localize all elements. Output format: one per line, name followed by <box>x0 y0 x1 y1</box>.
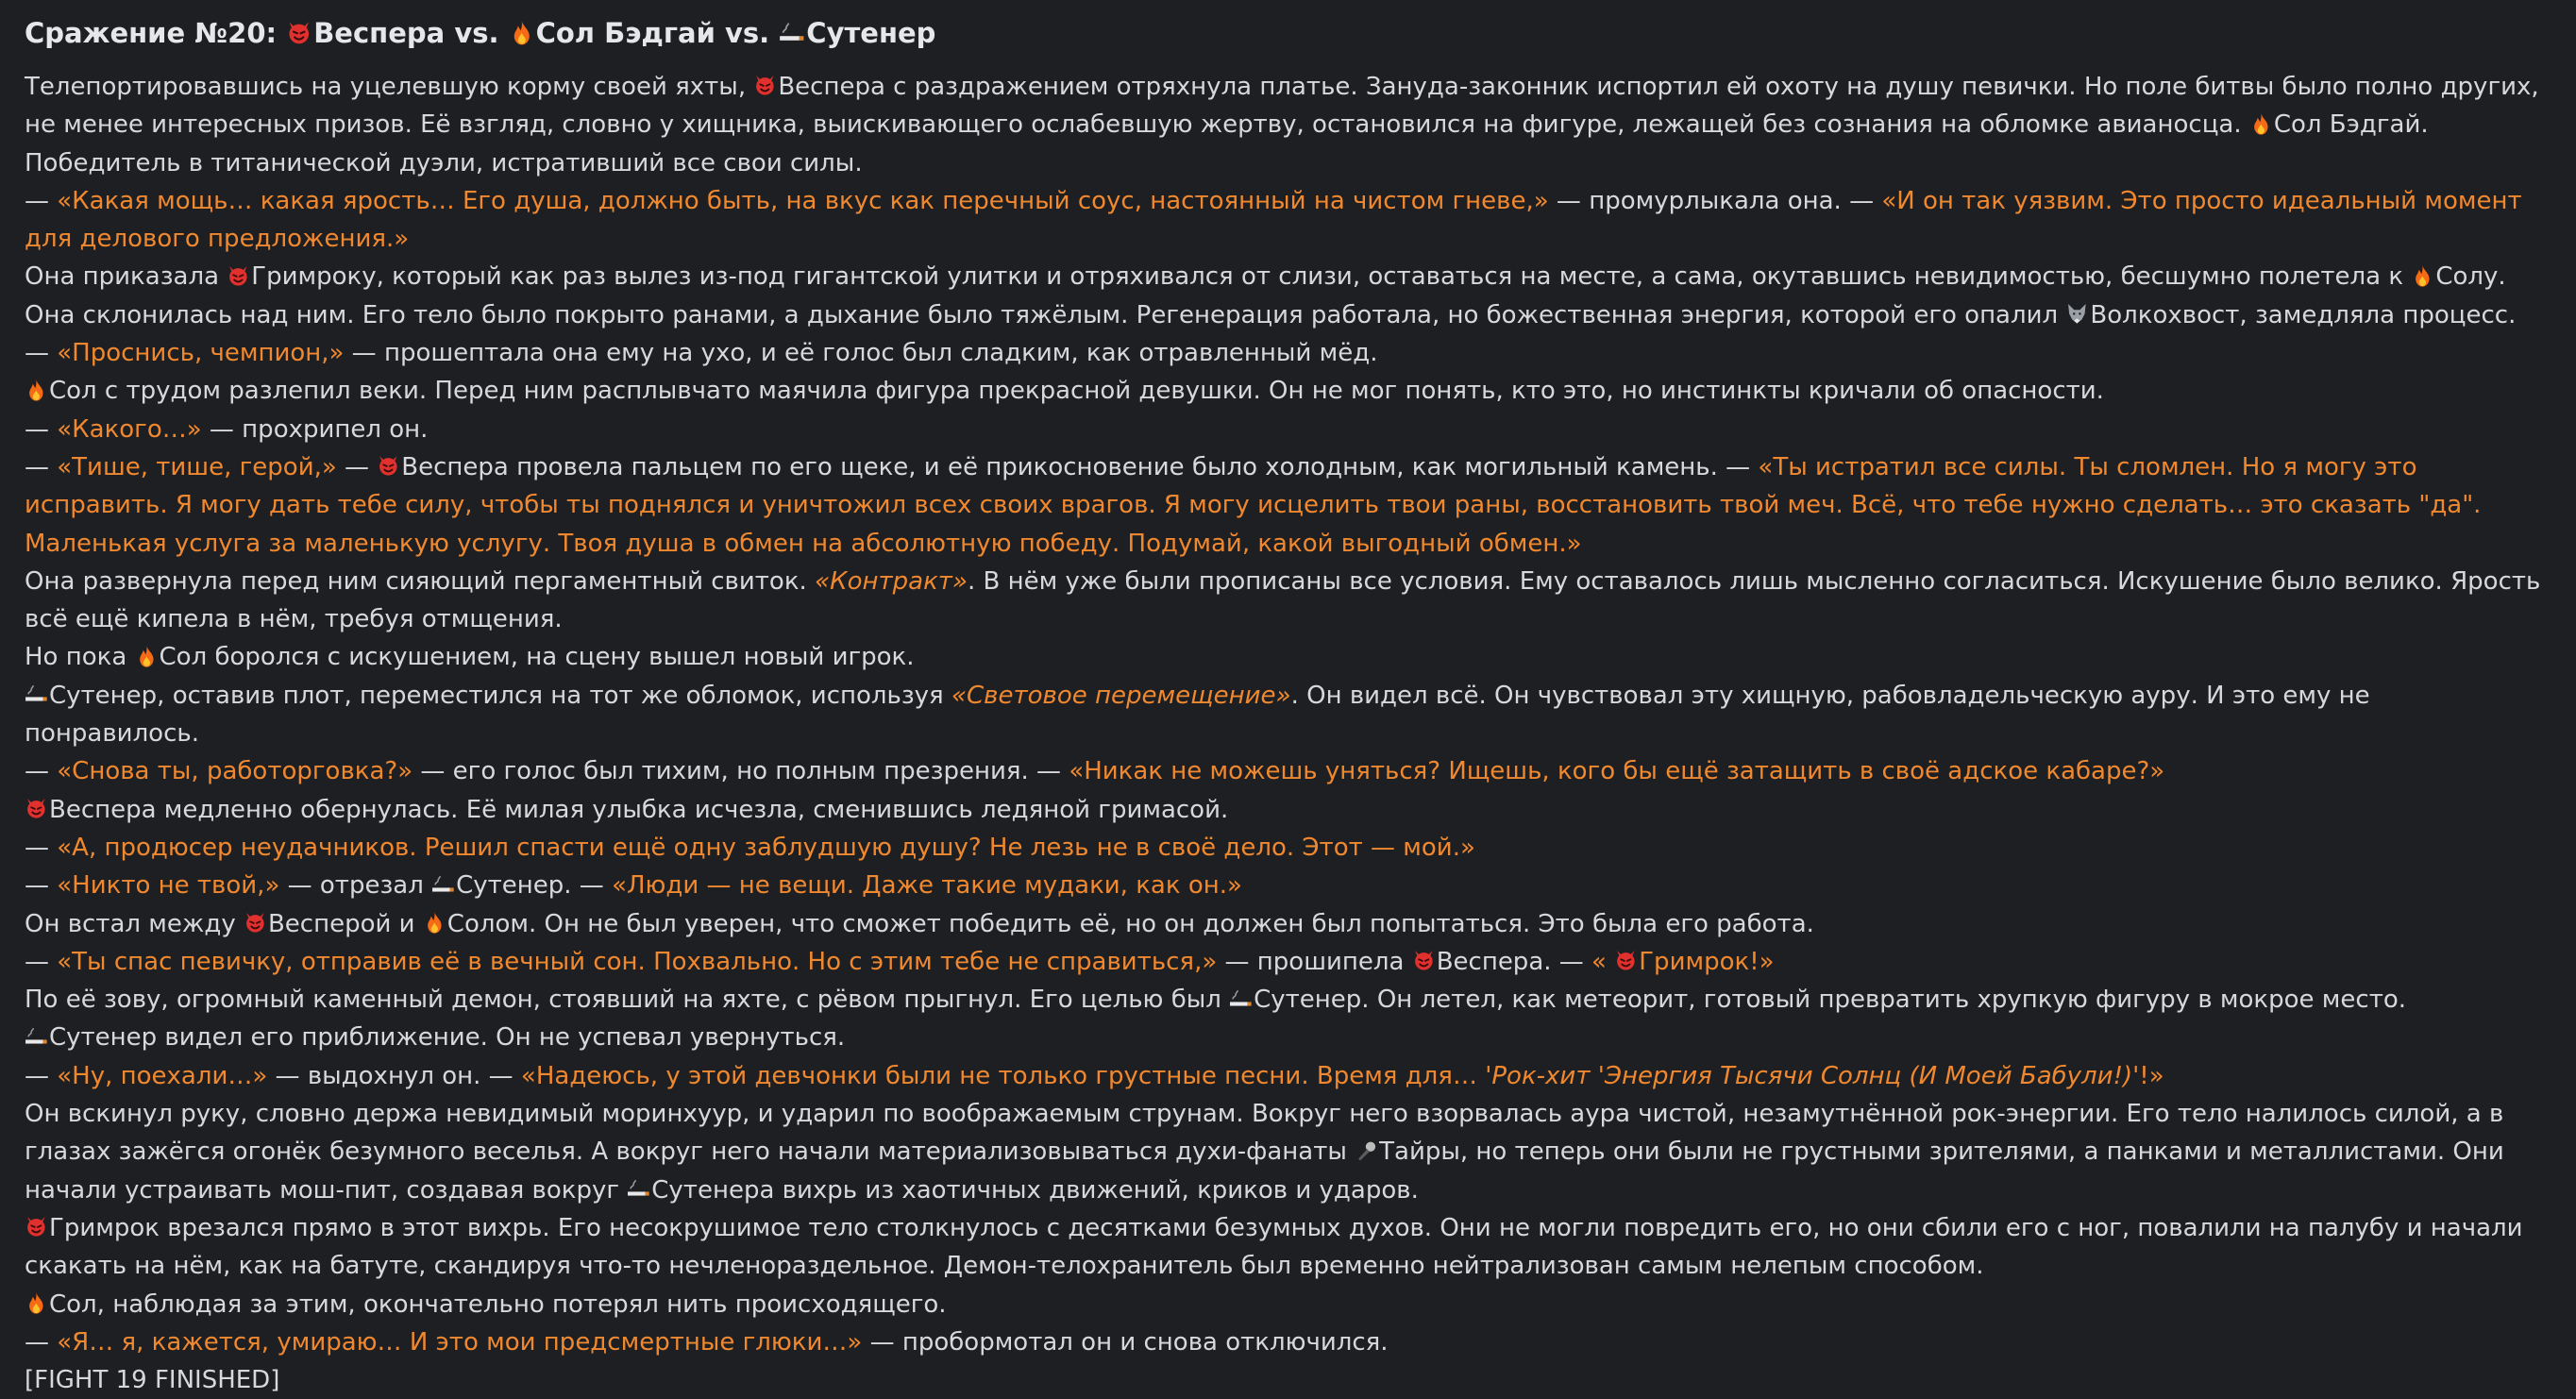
quote-text: «Тише, тише, герой,» <box>57 452 337 481</box>
narration-text: Сутенер. Он летел, как метеорит, готовый превратить хрупкую фигуру в мокрое место. <box>1254 986 2407 1015</box>
smoking-icon <box>627 1171 650 1209</box>
quote-text: « <box>1591 947 1615 976</box>
story-line <box>25 677 2551 753</box>
narration-text: Гримрок врезался прямо в этот вихрь. Его несокрушимое тело столкнулось с десятками безумных духов. Они не могли повредить его, но они сбили его с ног, повалили на палубу и начали скакать на нём, как на батуте, скандируя что-то нечленораздельное. Демон-телохранитель был временно нейтрализован самым нелепым способом. <box>25 1213 2523 1281</box>
narration-text: Сол с трудом разлепил веки. Перед ним расплывчато маячила фигура прекрасной девушки. Он не мог понять, кто это, но инстинкты кричали об опасности. <box>48 377 2104 406</box>
smoking-icon <box>25 1019 48 1056</box>
narration-text: — прошипела <box>1217 947 1412 976</box>
story-line <box>25 182 2551 259</box>
story-line <box>25 829 2551 867</box>
narration-text: Сол боролся с искушением, на сцену вышел новый игрок. <box>159 643 915 672</box>
narration-text: — выдохнул он. — <box>267 1061 521 1090</box>
story-line <box>25 905 2551 943</box>
quote-text: «Контракт» <box>815 566 968 596</box>
narration-text: Веспера с раздражением отряхнула платье. Зануда-законник испортил ей охоту на душу певички. Но поле битвы было полно других, не менее интересных призов. Её взгляд, словно у хищника, выискивающего ослабевшую жертву, остановился на фигуре, лежащей без сознания на обломке авианосца. <box>25 73 2539 140</box>
narration-text: — <box>25 452 58 481</box>
narration-text: Сол, наблюдая за этим, окончательно потерял нить происходящего. <box>48 1289 947 1319</box>
narration-text: — <box>25 1327 58 1357</box>
narration-text: — прошептала она ему на ухо, и её голос был сладким, как отравленный мёд. <box>344 339 1378 368</box>
fire-icon <box>25 372 48 410</box>
title-vs-2: vs. <box>725 17 770 49</box>
title-label: Сражение №20: <box>25 17 278 49</box>
narration-text: — <box>25 339 58 368</box>
quote-text: «Надеюсь, у этой девчонки были не только грустные песни. Время для… <box>520 1061 1486 1090</box>
smoking-icon <box>25 677 48 715</box>
narration-text: Веспера медленно обернулась. Её милая улыбка исчезла, сменившись ледяной гримасой. <box>48 795 1229 824</box>
title-fighter-sol: Сол Бэдгай <box>535 17 716 49</box>
story-line <box>25 1019 2551 1056</box>
story-line <box>25 943 2551 981</box>
quote-text: «Снова ты, работорговка?» <box>57 757 413 786</box>
narration-text: Сутенер. — <box>456 871 613 901</box>
fire-icon <box>509 13 535 53</box>
story-line <box>25 1057 2551 1095</box>
narration-text: Гримроку, который как раз вылез из-под гигантской улитки и отряхивался от слизи, оставаться на месте, а сама, окутавшись невидимостью, бесшумно полетела к <box>251 262 2412 292</box>
story-line <box>25 334 2551 372</box>
narration-text: Весперой и <box>267 909 423 938</box>
devil-face-icon <box>227 258 250 295</box>
narration-text: Тайры, но теперь они были не грустными зрителями, а панками и металлистами. Они начали устраивать мош-пит, создавая вокруг <box>25 1138 2504 1205</box>
story-line <box>25 981 2551 1019</box>
devil-face-icon <box>25 1209 48 1247</box>
narration-text: Сутенер видел его приближение. Он не успевал увернуться. <box>48 1023 846 1053</box>
story-line <box>25 752 2551 790</box>
devil-face-icon <box>25 791 48 829</box>
story-line <box>25 1286 2551 1323</box>
quote-text: 'Рок-хит 'Энергия Тысячи Солнц (И Моей Бабули!)' <box>1485 1061 2140 1090</box>
narration-text: Она развернула перед ним сияющий пергаментный свиток. <box>25 566 816 596</box>
quote-text: «Ты истратил все силы. Ты сломлен. Но я могу это исправить. Я могу дать тебе силу, чтобы ты поднялся и уничтожил всех своих врагов. Я могу исцелить твои раны, восстановить твой меч. Всё, что тебе нужно сделать… это сказать "да". Маленькая услуга за маленькую услугу. Твоя душа в обмен на абсолютную победу. Подумай, какой выгодный обмен.» <box>25 452 2482 558</box>
narration-text: Сутенер, оставив плот, переместился на тот же обломок, используя <box>48 681 951 710</box>
story-line <box>25 638 2551 676</box>
story-line <box>25 1361 2551 1399</box>
story-line <box>25 1209 2551 1286</box>
title-fighter-sutener: Сутенер <box>806 17 936 49</box>
fire-icon <box>25 1286 48 1323</box>
narration-text: — промурлыкала она. — <box>1548 186 1882 215</box>
story-line <box>25 867 2551 904</box>
quote-text: «Никто не твой,» <box>57 871 280 901</box>
narration-text: — <box>25 757 58 786</box>
fire-icon <box>423 905 446 943</box>
quote-text: «А, продюсер неудачников. Решил спасти ещё одну заблудшую душу? Не лезь не в своё дело. Этот — мой.» <box>57 833 1475 862</box>
narration-text: — <box>25 1061 58 1090</box>
narration-text: — <box>25 947 58 976</box>
story-line <box>25 296 2551 334</box>
smoking-icon <box>1229 981 1253 1019</box>
narration-text: — отрезал <box>279 871 432 901</box>
quote-text: «Проснись, чемпион,» <box>57 339 345 368</box>
narration-text: Сол Бэдгай. Победитель в титанической дуэли, истративший все свои силы. <box>25 110 2429 177</box>
devil-face-icon <box>1614 943 1638 981</box>
devil-face-icon <box>1412 943 1436 981</box>
smoking-icon <box>431 867 455 904</box>
smoking-icon <box>779 13 805 53</box>
narration-text: Веспера. — <box>1436 947 1592 976</box>
battle-story-text <box>25 68 2551 1399</box>
narration-text: Она приказала <box>25 262 227 292</box>
quote-text: «Я… я, кажется, умираю… И это мои предсмертные глюки…» <box>57 1327 863 1357</box>
quote-text: «Ну, поехали…» <box>57 1061 268 1090</box>
narration-text: . Он видел всё. Он чувствовал эту хищную, рабовладельческую ауру. И это ему не понравилось. <box>25 681 2370 749</box>
narration-text: — <box>25 833 58 862</box>
narration-text: — пробормотал он и снова отключился. <box>862 1327 1389 1357</box>
story-line <box>25 1095 2551 1209</box>
narration-text: [FIGHT 19 FINISHED] <box>25 1366 280 1395</box>
narration-text: Он вскинул руку, словно держа невидимый моринхуур, и ударил по воображаемым струнам. Вокруг него взорвалась аура чистой, незамутнённой рок-энергии. Его тело налилось силой, а в глазах зажёгся огонёк безумного веселья. А вокруг него начали материализовываться духи-фанаты <box>25 1100 2504 1167</box>
story-line <box>25 563 2551 639</box>
quote-text: «Какая мощь… какая ярость… Его душа, должно быть, на вкус как перечный соус, настоянный на чистом гневе,» <box>57 186 1549 215</box>
microphone-icon <box>1355 1133 1378 1171</box>
narration-text: Волкохвост, замедляла процесс. <box>2090 300 2517 329</box>
devil-face-icon <box>286 13 312 53</box>
narration-text: Он встал между <box>25 909 244 938</box>
narration-text: Но пока <box>25 643 135 672</box>
story-line <box>25 258 2551 295</box>
quote-text: Гримрок!» <box>1639 947 1775 976</box>
narration-text: По её зову, огромный каменный демон, стоявший на яхте, с рёвом прыгнул. Его целью был <box>25 986 1230 1015</box>
narration-text: Она склонилась над ним. Его тело было покрыто ранами, а дыхание было тяжёлым. Регенерация работала, но божественная энергия, которой его опалил <box>25 300 2066 329</box>
narration-text: Солом. Он не был уверен, что сможет победить её, но он должен был попытаться. Это была его работа. <box>446 909 1814 938</box>
narration-text: Телепортировавшись на уцелевшую корму своей яхты, <box>25 73 754 101</box>
wolf-icon <box>2065 296 2089 334</box>
fire-icon <box>2249 106 2273 143</box>
narration-text: — <box>25 871 58 901</box>
narration-text: Солу. <box>2435 262 2506 292</box>
quote-text: «Никак не можешь уняться? Ищешь, кого бы ещё затащить в своё адское кабаре?» <box>1069 757 2165 786</box>
story-line <box>25 1323 2551 1361</box>
fire-icon <box>135 638 159 676</box>
story-line <box>25 791 2551 829</box>
story-line <box>25 68 2551 182</box>
devil-face-icon <box>244 905 267 943</box>
devil-face-icon <box>377 448 400 486</box>
narration-text: — <box>25 186 58 215</box>
narration-text: Веспера провела пальцем по его щеке, и её прикосновение было холодным, как могильный камень. — <box>401 452 1759 481</box>
narration-text: — <box>336 452 378 481</box>
story-line <box>25 372 2551 410</box>
quote-text: «И он так уязвим. Это просто идеальный момент для делового предложения.» <box>25 186 2522 254</box>
quote-text: «Световое перемещение» <box>951 681 1291 710</box>
story-line <box>25 448 2551 563</box>
narration-text: — прохрипел он. <box>201 414 429 444</box>
narration-text: — <box>25 414 58 444</box>
page-title <box>25 13 2551 53</box>
quote-text: «Какого…» <box>57 414 202 444</box>
fire-icon <box>2411 258 2434 295</box>
narration-text: . В нём уже были прописаны все условия. Ему оставалось лишь мысленно согласиться. Искушение было велико. Ярость всё ещё кипела в нём, требуя отмщения. <box>25 566 2541 634</box>
quote-text: «Ты спас певичку, отправив её в вечный сон. Похвально. Но с этим тебе не справиться,» <box>57 947 1218 976</box>
quote-text: «Люди — не вещи. Даже такие мудаки, как он.» <box>612 871 1242 901</box>
narration-text: — его голос был тихим, но полным презрения. — <box>412 757 1069 786</box>
story-line <box>25 411 2551 448</box>
quote-text: !» <box>2139 1061 2164 1090</box>
title-fighter-vespera: Веспера <box>313 17 446 49</box>
title-vs-1: vs. <box>454 17 499 49</box>
narration-text: Сутенера вихрь из хаотичных движений, криков и ударов. <box>651 1175 1419 1205</box>
devil-face-icon <box>753 68 777 106</box>
